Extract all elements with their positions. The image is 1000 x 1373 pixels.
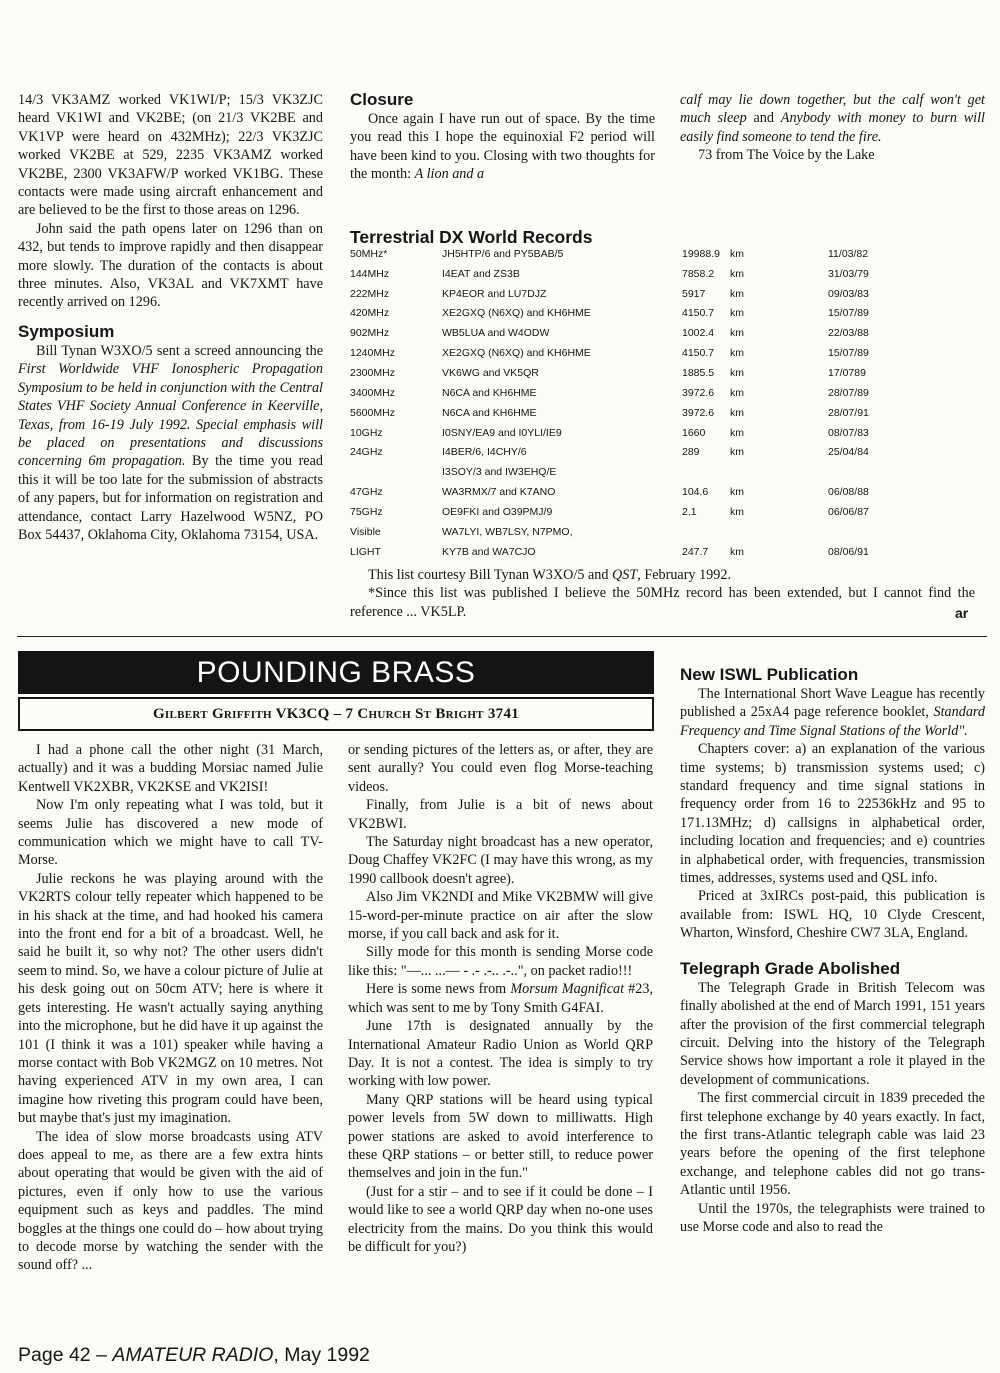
record-unit: km: [730, 287, 744, 300]
record-calls: KY7B and WA7CJO: [442, 545, 536, 558]
record-row: [350, 343, 888, 363]
record-dist: 104.6: [682, 486, 709, 499]
record-unit: km: [730, 545, 744, 558]
record-unit: km: [730, 267, 744, 280]
record-band: 2300MHz: [350, 366, 395, 379]
record-dist: 4150.7: [682, 347, 715, 360]
record-unit: km: [730, 505, 744, 518]
closure-paragraph: Once again I have run out of space. By the time you read this I hope the equinoxial F2 period will have been kind to you. Closing with two thoughts for the month: A lion and a: [350, 111, 655, 183]
pb-paragraph: The idea of slow morse broadcasts using ATV does appeal to me, as there are a few extra hints about operating that would be given with the aid of pictures, even if only how to use the various equipment such as keys and paddles. The mind boggles at the things one could do – how about trying to decode morse by watching the sender with the sound off? ...: [18, 1128, 323, 1274]
pounding-brass-title: POUNDING BRASS: [18, 651, 654, 694]
record-band: 1240MHz: [350, 347, 395, 360]
record-date: 15/07/89: [828, 307, 869, 320]
pb-paragraph: I had a phone call the other night (31 March, actually) and it was a budding Morsiac named Julie Kentwell VK2XBR, VK2KSE and VK2ISI!: [18, 742, 323, 795]
pb-paragraph: Also Jim VK2NDI and Mike VK2BMW will give 15-word-per-minute practice on air after the slow morse, if you call back and ask for it.: [348, 889, 653, 943]
record-unit: [730, 462, 828, 482]
closure-heading: Closure: [350, 90, 414, 109]
record-calls: KP4EOR and LU7DJZ: [442, 287, 547, 300]
record-date: [828, 522, 888, 542]
telegraph-heading: Telegraph Grade Abolished: [680, 958, 901, 978]
record-row: [350, 442, 888, 462]
record-dist: 5917: [682, 287, 706, 300]
pb-paragraph: The Saturday night broadcast has a new operator, Doug Chaffey VK2FC (I may have this wrong, as my 1990 callbook doesn't agree).: [348, 834, 653, 887]
record-band: 47GHz: [350, 486, 383, 499]
iswl-paragraph: Priced at 3xIRCs post-paid, this publication is available from: ISWL HQ, 10 Clyde Crescent, Wharton, Winsford, Cheshire CW7 3LA, England.: [680, 888, 985, 942]
record-unit: km: [730, 366, 744, 379]
record-calls: XE2GXQ (N6XQ) and KH6HME: [442, 307, 591, 320]
record-band: 5600MHz: [350, 406, 395, 419]
record-row: [350, 522, 888, 542]
pb-paragraph: or sending pictures of the letters as, or after, they are sent aurally? You could even flog Morse-teaching videos.: [348, 742, 653, 795]
record-date: 09/03/83: [828, 287, 869, 300]
contacts-paragraph: 14/3 VK3AMZ worked VK1WI/P; 15/3 VK3ZJC heard VK1WI and VK2BE; (on 21/3 VK2BE and VK1VP were heard on 432MHz); 22/3 VK3ZJC worked VK2BE at 529, 2235 VK3AMZ worked VK2BE, 2300 VK3AFW/P worked VK1BG. These contacts were made using aircraft enhancement and are believed to be the first to those areas on 1296.: [18, 92, 323, 219]
record-date: 08/06/91: [828, 545, 869, 558]
record-unit: km: [730, 486, 744, 499]
record-calls: I4BER/6, I4CHY/6: [442, 446, 527, 459]
record-band: [350, 462, 442, 482]
record-date: 31/03/79: [828, 267, 869, 280]
record-calls: I3SOY/3 and IW3EHQ/E: [442, 466, 557, 479]
telegraph-paragraph: The first commercial circuit in 1839 preceded the first telephone exchange by 40 years exactly. In fact, the first trans-Atlantic telegraph cable was laid 23 years before the opening of the first telephone exchange, and telephone cables did not go trans-Atlantic until 1956.: [680, 1090, 985, 1199]
vhf-column-left: [18, 91, 323, 544]
record-unit: km: [730, 327, 744, 340]
record-unit: km: [730, 426, 744, 439]
record-dist: 289: [682, 446, 700, 459]
record-date: 28/07/91: [828, 406, 869, 419]
pounding-brass-author: Gilbert Griffith VK3CQ – 7 Church St Bright 3741: [18, 697, 654, 731]
record-unit: km: [730, 247, 744, 260]
pb-paragraph: Here is some news from Morsum Magnificat #23, which was sent to me by Tony Smith G4FAI.: [348, 981, 654, 1016]
record-row: [350, 482, 888, 502]
record-dist: [682, 462, 730, 482]
closure-column: [350, 90, 655, 184]
iswl-heading: New ISWL Publication: [680, 665, 859, 684]
record-band: 144MHz: [350, 267, 390, 280]
record-row: [350, 383, 888, 403]
record-dist: 4150.7: [682, 307, 715, 320]
right-column: [680, 665, 985, 1236]
record-row: [350, 423, 888, 443]
record-band: 3400MHz: [350, 386, 395, 399]
record-band: 10GHz: [350, 426, 383, 439]
record-date: 22/03/88: [828, 327, 869, 340]
closure-paragraph-cont: calf may lie down together, but the calf won't get much sleep and Anybody with money to burn will easily find someone to tend the fire.: [680, 92, 985, 145]
records-heading: Terrestrial DX World Records: [350, 227, 593, 247]
record-date: 25/04/84: [828, 446, 869, 459]
record-band: Visible: [350, 525, 381, 538]
record-row: [350, 542, 888, 562]
records-courtesy: This list courtesy Bill Tynan W3XO/5 and QST, February 1992.: [368, 567, 732, 583]
iswl-paragraph: Chapters cover: a) an explanation of the various time systems; b) transmission systems used; c) standard frequency and time signal stations in frequency order from 16 to 22536kHz and 95 to 171.13MHz; d) callsigns in alphabetical order, including location and frequencies; and e) countries in alphabetical order, with frequencies, transmission times, addresses, systems used and QSL info.: [680, 741, 985, 887]
closure-signoff: 73 from The Voice by the Lake: [698, 147, 875, 164]
record-dist: 247.7: [682, 545, 709, 558]
record-band: 24GHz: [350, 446, 383, 459]
record-calls: WB5LUA and W4ODW: [442, 327, 550, 340]
closure-column-cont: [680, 91, 985, 165]
record-date: 15/07/89: [828, 347, 869, 360]
records-table: [350, 244, 888, 562]
record-date: [828, 462, 888, 482]
path-paragraph: John said the path opens later on 1296 than on 432, but tends to improve rapidly and then disappear more slowly. The duration of the contacts is about three minutes. Also, VK3AL and VK7XMT have recently arrived on 1296.: [18, 220, 323, 311]
telegraph-paragraph: Until the 1970s, the telegraphists were trained to use Morse code and also to read the: [680, 1200, 985, 1235]
record-row: [350, 462, 888, 482]
end-mark: ar: [955, 605, 969, 621]
record-date: 28/07/89: [828, 386, 869, 399]
record-date: 11/03/82: [828, 247, 869, 260]
record-date: 06/08/88: [828, 486, 869, 499]
record-band: 902MHz: [350, 327, 390, 340]
record-calls: VK6WG and VK5QR: [442, 366, 539, 379]
pb-paragraph: June 17th is designated annually by the International Amateur Radio Union as World QRP Day. It is not a contest. The idea is simply to try working with low power.: [348, 1018, 653, 1090]
record-dist: [682, 522, 730, 542]
section-divider: [17, 636, 987, 637]
pb-column-2: [348, 741, 653, 1256]
record-dist: 2.1: [682, 505, 697, 518]
records-note: *Since this list was published I believe the 50MHz record has been extended, but I cannot find the reference ... VK5LP.: [350, 585, 975, 620]
record-calls: I0SNY/EA9 and I0YLI/IE9: [442, 426, 562, 439]
record-row: [350, 284, 888, 304]
record-band: 222MHz: [350, 287, 390, 300]
record-calls: OE9FKI and O39PMJ/9: [442, 505, 553, 518]
record-calls: XE2GXQ (N6XQ) and KH6HME: [442, 347, 591, 360]
record-calls: N6CA and KH6HME: [442, 406, 537, 419]
record-band: 420MHz: [350, 307, 390, 320]
record-band: LIGHT: [350, 545, 381, 558]
record-unit: km: [730, 406, 744, 419]
record-band: 75GHz: [350, 505, 383, 518]
record-unit: km: [730, 347, 744, 360]
record-unit: km: [730, 307, 744, 320]
pb-paragraph: Julie reckons he was playing around with the VK2RTS colour telly repeater which happened to be in his shack at the time, and had hooked his camera into the front end for a bit of a broadcast. Well, he said he built it, so why not? The other users didn't seem to mind. So, we have a colour picture of Julie at his desk going out on 50cm ATV; here is where it gets interesting. He wasn't actually saying anything into the microphone, but he did have it up against the 101 (I think it was a 101) speaker while having a morse contact with Bob VK2MGZ on 10 metres. Not having experienced ATV in my own area, I can imagine how riveting this program could have been, but maybe that's just my imagination.: [18, 870, 323, 1127]
record-row: [350, 264, 888, 284]
iswl-paragraph: The International Short Wave League has recently published a 25xA4 page reference booklet, Standard Frequency and Time Signal Stations of the World".: [680, 686, 985, 739]
record-dist: 3972.6: [682, 386, 715, 399]
pb-paragraph: Finally, from Julie is a bit of news about VK2BWI.: [348, 797, 653, 832]
record-dist: 7858.2: [682, 267, 715, 280]
record-calls: WA7LYI, WB7LSY, N7PMO,: [442, 525, 573, 538]
page-footer: Page 42 – AMATEUR RADIO, May 1992: [18, 1344, 370, 1366]
symposium-paragraph: Bill Tynan W3XO/5 sent a screed announcing the First Worldwide VHF Ionospheric Propagation Symposium to be held in conjunction with the Central States VHF Society Annual Conference in Keerville, Texas, from 16-19 July 1992. Special emphasis will be placed on presentations and discussions concerning 6m propagation. By the time you read this it will be too late for the submission of abstracts of any papers, but for information on registration and attendance, contact Larry Hazelwood W5NZ, PO Box 54437, Oklahoma City, Oklahoma 73154, USA.: [18, 342, 323, 543]
record-calls: I4EAT and ZS3B: [442, 267, 520, 280]
record-row: [350, 363, 888, 383]
records-notes: [350, 566, 975, 621]
pb-paragraph: Many QRP stations will be heard using typical power levels from 5W down to milliwatts. High power stations are asked to avoid interference to these QRP stations – or better still, to reduce power themselves and join in the fun.": [348, 1091, 653, 1182]
record-band: 50MHz*: [350, 247, 388, 260]
record-date: 08/07/83: [828, 426, 869, 439]
record-row: [350, 323, 888, 343]
record-unit: km: [730, 446, 744, 459]
record-dist: 1660: [682, 426, 706, 439]
record-date: 06/06/87: [828, 505, 869, 518]
record-unit: [730, 522, 828, 542]
record-row: [350, 502, 888, 522]
record-row: [350, 244, 888, 264]
record-date: 17/0789: [828, 366, 866, 379]
record-calls: N6CA and KH6HME: [442, 386, 537, 399]
pb-paragraph: Silly mode for this month is sending Morse code like this: "—... ...— - .- .-.. .-..", on packet radio!!!: [348, 944, 653, 979]
record-dist: 19988.9: [682, 247, 720, 260]
pb-paragraph: (Just for a stir – and to see if it could be done – I would like to see a world QRP day when no-one uses electricity from the mains. Do you think this would be difficult for you?): [348, 1183, 653, 1255]
telegraph-paragraph: The Telegraph Grade in British Telecom was finally abolished at the end of March 1991, 151 years after the provision of the first commercial telegraph circuit. Delving into the history of the Telegraph Service shows how important a role it played in the development of communications.: [680, 979, 985, 1088]
symposium-heading: Symposium: [18, 321, 115, 341]
record-calls: JH5HTP/6 and PY5BAB/5: [442, 247, 564, 260]
record-dist: 1002.4: [682, 327, 715, 340]
record-unit: km: [730, 386, 744, 399]
pb-paragraph: Now I'm only repeating what I was told, but it seems Julie has discovered a new mode of communication which we might have to call TV-Morse.: [18, 797, 323, 869]
record-dist: 3972.6: [682, 406, 715, 419]
record-row: [350, 403, 888, 423]
record-row: [350, 304, 888, 324]
record-calls: WA3RMX/7 and K7ANO: [442, 486, 556, 499]
record-dist: 1885.5: [682, 366, 715, 379]
pb-column-1: [18, 741, 323, 1275]
